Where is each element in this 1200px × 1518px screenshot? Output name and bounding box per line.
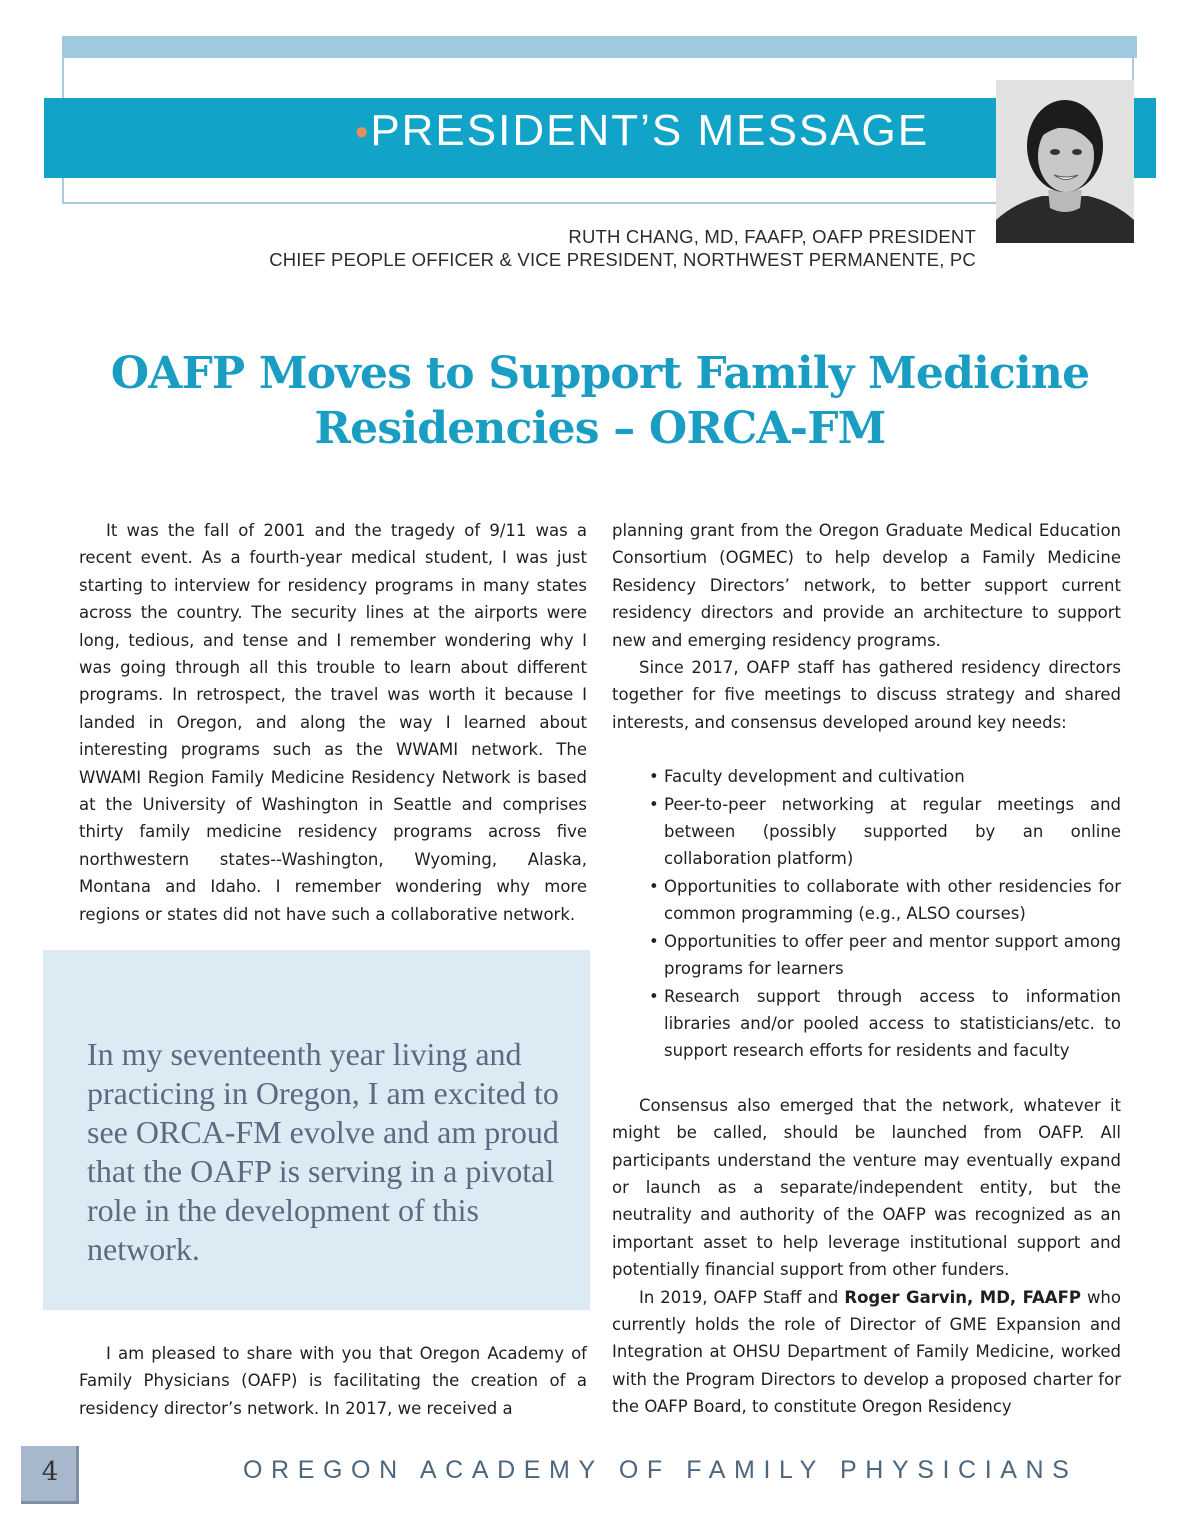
paragraph-announcement: I am pleased to share with you that Oregon Academy of Family Physicians (OAFP) is facilitating the creation of a residency director’s network. In 2017, we received a	[79, 1344, 587, 1418]
column-right	[612, 517, 1121, 1421]
page-number: 4	[41, 1457, 59, 1487]
footer-org-name: OREGON ACADEMY OF FAMILY PHYSICIANS	[243, 1456, 1078, 1484]
paragraph-grant: planning grant from the Oregon Graduate Medical Education Consortium (OGMEC) to help develop a Family Medicine Residency Directors’ network, to better support current residency directors and provide an architecture to support new and emerging residency programs.	[612, 521, 1121, 650]
key-needs-list	[612, 763, 1121, 1064]
header-top-bar	[62, 36, 1137, 58]
column-left-top	[79, 517, 587, 928]
paragraph-consensus: Consensus also emerged that the network, whatever it might be called, should be launched from OAFP. All participants understand the venture may eventually expand or launch as a separate/independent entity, but the neutrality and authority of the OAFP was recognized as an important asset to help leverage institutional support and potentially financial support from other funders.	[612, 1095, 1121, 1280]
bullet-dot-icon: •	[355, 112, 371, 154]
headline-line-2: Residencies – ORCA-FM	[314, 403, 886, 454]
author-photo	[996, 80, 1134, 243]
column-left-bottom	[79, 1340, 587, 1422]
paragraph-meetings: Since 2017, OAFP staff has gathered residency directors together for five meetings to discuss strategy and shared interests, and consensus developed around key needs:	[612, 658, 1121, 732]
list-item: • Research support through access to information libraries and/or pooled access to statisticians/etc. to support research efforts for residents and faculty	[612, 983, 1121, 1065]
pull-quote-text: In my seventeenth year living and practicing in Oregon, I am excited to see ORCA-FM evolve and am proud that the OAFP is serving in a pivotal role in the development of this network.	[87, 1036, 559, 1267]
section-title: •PRESIDENT’S MESSAGE	[355, 106, 930, 155]
list-item: • Peer-to-peer networking at regular meetings and between (possibly supported by an online collaboration platform)	[612, 791, 1121, 873]
list-item: • Opportunities to collaborate with other residencies for common programming (e.g., ALSO courses)	[612, 873, 1121, 928]
list-item: • Opportunities to offer peer and mentor support among programs for learners	[612, 928, 1121, 983]
headline-line-1: OAFP Moves to Support Family Medicine	[110, 348, 1090, 399]
author-position: CHIEF PEOPLE OFFICER & VICE PRESIDENT, NORTHWEST PERMANENTE, PC	[269, 249, 976, 270]
person-name-bold: Roger Garvin, MD, FAAFP	[844, 1287, 1081, 1307]
author-byline	[269, 225, 976, 271]
paragraph-intro: It was the fall of 2001 and the tragedy of 9/11 was a recent event. As a fourth-year medical student, I was just starting to interview for residency programs in many states across the country. The security lines at the airports were long, tedious, and tense and I remember wondering why I was going through all this trouble to learn about different programs. In retrospect, the travel was worth it because I landed in Oregon, and along the way I learned about interesting programs such as the WWAMI network. The WWAMI Region Family Medicine Residency Network is based at the University of Washington in Seattle and comprises thirty family medicine residency programs across five northwestern states--Washington, Wyoming, Alaska, Montana and Idaho. I remember wondering why more regions or states did not have such a collaborative network.	[79, 521, 587, 924]
list-item: • Faculty development and cultivation	[612, 763, 1121, 790]
paragraph-charter: In 2019, OAFP Staff and Roger Garvin, MD, FAAFP who currently holds the role of Director of GME Expansion and Integration at OHSU Department of Family Medicine, worked with the Program Directors to develop a proposed charter for the OAFP Board, to constitute Oregon Residency	[612, 1287, 1121, 1417]
article-headline	[0, 346, 1200, 456]
author-name-title: RUTH CHANG, MD, FAAFP, OAFP PRESIDENT	[568, 226, 976, 247]
author-portrait-image	[996, 80, 1134, 243]
